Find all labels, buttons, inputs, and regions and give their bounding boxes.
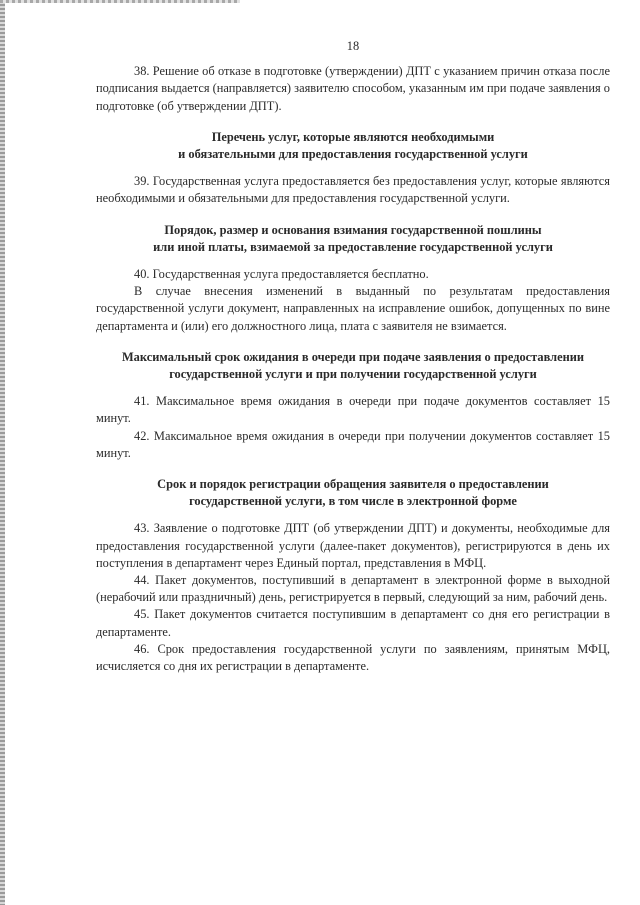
heading-fees-line-1: Порядок, размер и основания взимания государственной пошлины xyxy=(164,222,542,237)
heading-fees-line-2: или иной платы, взимаемой за предоставление государственной услуги xyxy=(153,239,553,254)
paragraph-38: 38. Решение об отказе в подготовке (утверждении) ДПТ с указанием причин отказа после подписания выдается (направляется) заявителю способом, указанным им при подаче заявления о подготовке (об утверждении ДПТ). xyxy=(96,64,610,113)
paragraph-40: 40. Государственная услуга предоставляется бесплатно. xyxy=(134,267,429,282)
paragraph-39: 39. Государственная услуга предоставляется без предоставления услуг, которые являются необходимыми и обязательными для предоставления государственной услуги. xyxy=(96,174,610,206)
scan-edge xyxy=(0,0,5,905)
paragraph-45: 45. Пакет документов считается поступившим в департамент со дня его регистрации в департаменте. xyxy=(96,607,610,639)
paragraph-41: 41. Максимальное время ожидания в очереди при подаче документов составляет 15 минут. xyxy=(96,394,610,426)
paragraph-44: 44. Пакет документов, поступивший в департамент в электронной форме в выходной (нерабочий или праздничный) день, регистрируется в первый, следующий за ним, рабочий день. xyxy=(96,573,610,605)
heading-required-services-line-1: Перечень услуг, которые являются необходимыми xyxy=(211,129,495,144)
document-page xyxy=(96,0,610,675)
page-number: 18 xyxy=(346,39,360,53)
paragraph-40-note: В случае внесения изменений в выданный по результатам предоставления государственной услуги документ, направленных на исправление ошибок, допущенных по вине департамента и (или) его должностного лица, плата с заявителя не взимается. xyxy=(96,284,610,333)
heading-queue-time: Максимальный срок ожидания в очереди при подаче заявления о предоставлении государственной услуги и при получении государственной услуги xyxy=(121,349,584,382)
heading-registration-line-1: Срок и порядок регистрации обращения заявителя о предоставлении xyxy=(157,477,549,492)
paragraph-46: 46. Срок предоставления государственной услуги по заявлениям, принятым МФЦ, исчисляется со дня их регистрации в департаменте. xyxy=(96,641,610,674)
heading-registration-line-2: государственной услуги, в том числе в электронной форме xyxy=(189,494,517,509)
paragraph-43: 43. Заявление о подготовке ДПТ (об утверждении ДПТ) и документы, необходимые для предоставления государственной услуги (далее-пакет документов), регистрируются в день их поступления в департамент через Единый портал, представления в МФЦ. xyxy=(96,521,610,570)
paragraph-42: 42. Максимальное время ожидания в очереди при получении документов составляет 15 минут. xyxy=(96,428,610,460)
heading-required-services-line-2: и обязательными для предоставления государственной услуги xyxy=(178,147,528,162)
